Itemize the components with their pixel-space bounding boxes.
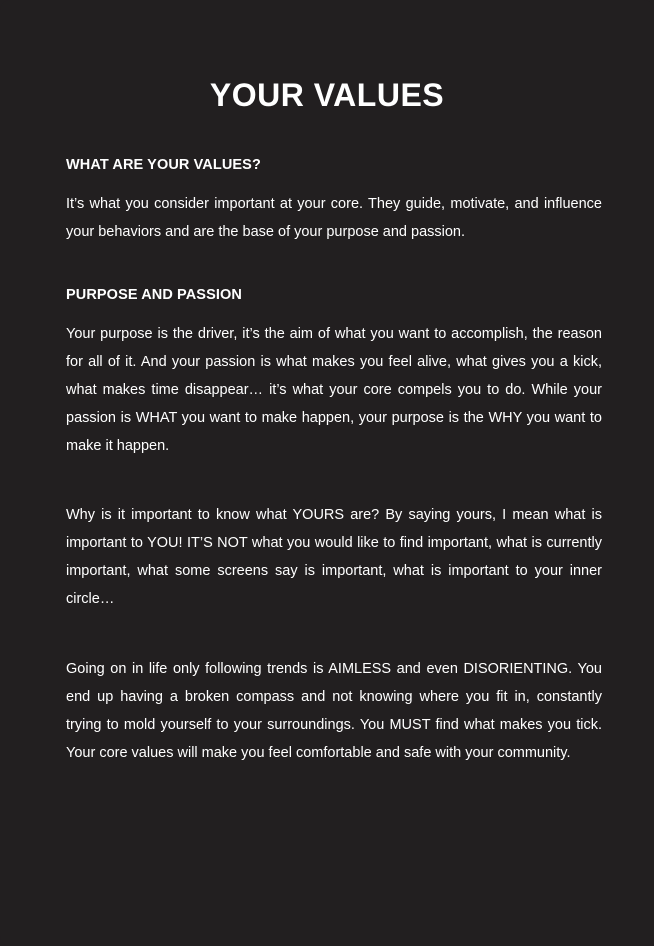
section-what-are-your-values: [66, 156, 602, 246]
section-heading: WHAT ARE YOUR VALUES?: [66, 157, 261, 173]
document-body: [66, 156, 602, 767]
body-paragraph-why-important: Why is it important to know what YOURS are? By saying yours, I mean what is important to YOU! IT’S NOT what you would like to find important, what is currently important, what some screens say is important, what is important to your inner circle…: [66, 507, 602, 607]
section-purpose-and-passion: [66, 286, 602, 460]
page-title: YOUR VALUES: [209, 77, 445, 113]
body-paragraph-trends: Going on in life only following trends is AIMLESS and even DISORIENTING. You end up having a broken compass and not knowing where you fit in, constantly trying to mold yourself to your surroundings. You MUST find what makes you tick. Your core values will make you feel comfortable and safe with your community.: [66, 661, 602, 761]
section-heading: PURPOSE AND PASSION: [66, 287, 242, 303]
section-paragraph: It’s what you consider important at your core. They guide, motivate, and influence your behaviors and are the base of your purpose and passion.: [66, 196, 602, 240]
section-paragraph: Your purpose is the driver, it’s the aim of what you want to accomplish, the reason for all of it. And your passion is what makes you feel alive, what gives you a kick, what makes time disappear… it’s what your core compels you to do. While your passion is WHAT you want to make happen, your purpose is the WHY you want to make it happen.: [66, 326, 602, 454]
